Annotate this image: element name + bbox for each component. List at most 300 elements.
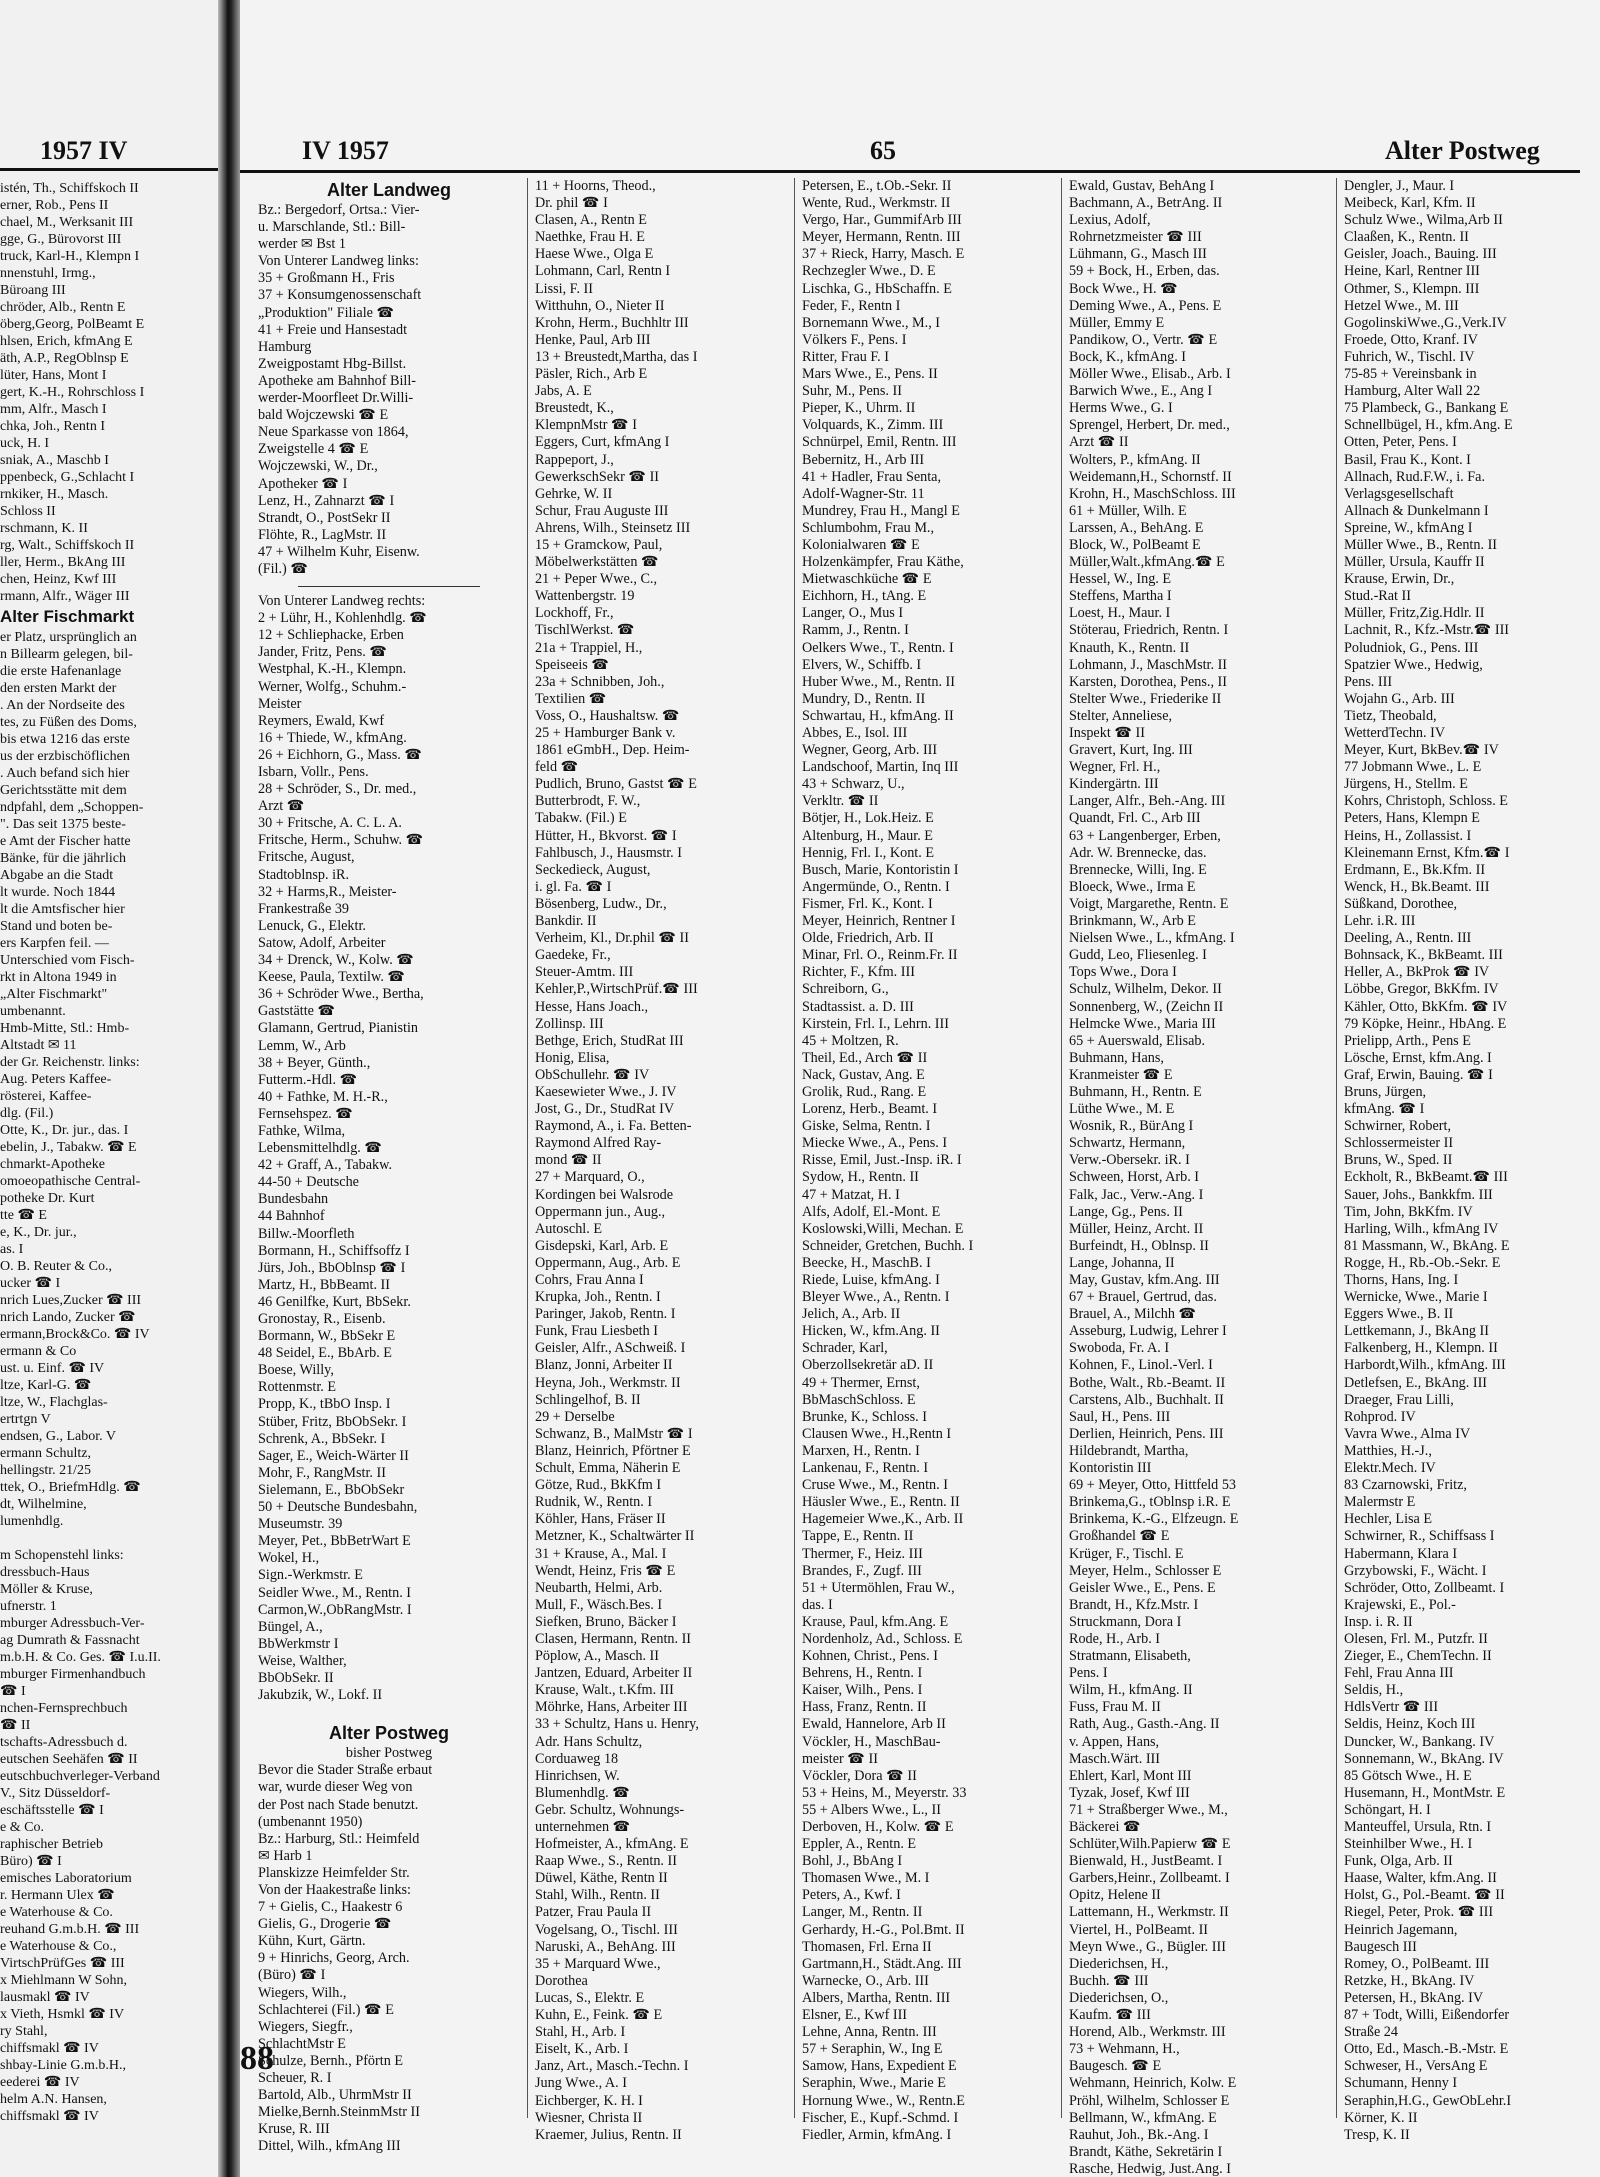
directory-entry: Otte, K., Dr. jur., das. I	[0, 1123, 129, 1138]
directory-entry: Bösenberg, Ludw., Dr.,	[535, 895, 667, 912]
directory-entry: Lischka, G., HbSchaffn. E	[802, 280, 952, 297]
directory-entry: Eiselt, K., Arb. I	[535, 2041, 629, 2058]
directory-entry: Dengler, J., Maur. I	[1344, 178, 1455, 194]
directory-entry: Von der Haakestraße links:	[258, 1882, 411, 1898]
directory-entry: Hetzel Wwe., M. III	[1344, 297, 1459, 314]
directory-entry: Jürgens, H., Stellm. E	[1344, 776, 1468, 793]
directory-entry: Tappe, E., Rentn. II	[802, 1528, 914, 1545]
directory-entry: Wenck, H., Bk.Beamt. III	[1344, 878, 1490, 895]
directory-entry: Lucas, S., Elektr. E	[535, 1989, 645, 2006]
directory-entry: Fritsche, Herm., Schuhw. ☎	[258, 832, 424, 849]
directory-entry: Stöterau, Friedrich, Rentn. I	[1069, 622, 1229, 639]
directory-entry: m.b.H. & Co. Ges. ☎ I.u.II.	[0, 1650, 161, 1665]
directory-entry: e & Co.	[0, 1820, 44, 1835]
directory-entry: Zieger, E., ChemTechn. II	[1344, 1648, 1492, 1665]
directory-entry: Verlagsgesellschaft	[1344, 485, 1454, 502]
directory-entry: 73 + Wehmann, H.,	[1069, 2041, 1180, 2058]
directory-entry: Ramm, J., Rentn. I	[802, 622, 909, 639]
directory-entry: Fuhrich, W., Tischl. IV	[1344, 348, 1475, 365]
directory-entry: Stand und boten be-	[0, 919, 113, 934]
directory-entry: Alfs, Adolf, El.-Mont. E	[802, 1203, 941, 1220]
directory-entry: Swoboda, Fr. A. I	[1069, 1340, 1170, 1357]
directory-entry: Schur, Frau Auguste III	[535, 502, 669, 519]
directory-entry: ppenbeck, G.,Schlacht I	[0, 470, 135, 485]
directory-entry: uck, H. I	[0, 436, 49, 451]
directory-entry: 77 Jobmann Wwe., L. E	[1344, 759, 1482, 776]
directory-entry: Blanz, Heinrich, Pförtner E	[535, 1442, 691, 1459]
directory-entry: Pröhl, Wilhelm, Schlosser E	[1069, 2092, 1230, 2109]
directory-entry: Körner, K. II	[1344, 2109, 1418, 2126]
directory-entry: 21 + Peper Wwe., C.,	[535, 571, 658, 588]
directory-entry: nrich Lando, Zucker ☎	[0, 1310, 136, 1325]
directory-entry: bald Wojczewski ☎ E	[258, 407, 389, 424]
directory-entry: Krause, Walt., t.Kfm. III	[535, 1682, 674, 1699]
directory-entry: 1861 eGmbH., Dep. Heim-	[535, 742, 690, 759]
directory-entry: Müller Wwe., B., Rentn. II	[1344, 536, 1498, 553]
directory-entry: Möller Wwe., Elisab., Arb. I	[1069, 366, 1231, 383]
directory-entry: Hagemeier Wwe.,K., Arb. II	[802, 1511, 964, 1528]
directory-entry: Bormann, H., Schiffsoffz I	[258, 1242, 410, 1259]
directory-entry: Lohmann, J., MaschMstr. II	[1069, 656, 1228, 673]
directory-entry: Rogge, H., Rb.-Ob.-Sekr. E	[1344, 1254, 1501, 1271]
directory-entry: Bleyer Wwe., A., Rentn. I	[802, 1289, 950, 1306]
directory-entry: 33 + Schultz, Hans u. Henry,	[535, 1716, 699, 1733]
directory-entry: Albers, Martha, Rentn. III	[802, 1989, 951, 2006]
directory-entry: Larssen, A., BehAng. E	[1069, 519, 1204, 536]
directory-entry: Krause, Erwin, Dr.,	[1344, 571, 1455, 588]
directory-entry: Peters, A., Kwf. I	[802, 1887, 901, 1904]
directory-entry: endsen, G., Labor. V	[0, 1429, 116, 1444]
directory-entry: Falk, Jac., Verw.-Ang. I	[1069, 1186, 1204, 1203]
column-5	[1344, 178, 1584, 2144]
directory-entry: ☎ I	[0, 1684, 26, 1699]
directory-entry: Petersen, E., t.Ob.-Sekr. II	[802, 178, 952, 194]
directory-entry: Völkers F., Pens. I	[802, 331, 907, 348]
directory-entry: Bäckerei ☎	[1069, 1819, 1141, 1835]
directory-entry: Heyna, Joh., Werkmstr. II	[535, 1374, 681, 1391]
directory-entry: ndpfahl, dem „Schoppen-	[0, 800, 144, 815]
directory-entry: e Amt der Fischer hatte	[0, 834, 131, 849]
directory-entry: Claaßen, K., Rentn. II	[1344, 229, 1469, 246]
directory-entry: Lorenz, Herb., Beamt. I	[802, 1101, 938, 1118]
directory-entry: das. I	[802, 1596, 833, 1613]
directory-entry: Sielemann, E., BbObSekr	[258, 1481, 405, 1498]
directory-entry: Kordingen bei Walsrode	[535, 1186, 674, 1203]
directory-entry: 40 + Fathke, M. H.-R.,	[258, 1088, 388, 1105]
directory-entry: Mohr, F., RangMstr. II	[258, 1464, 386, 1481]
directory-entry: truck, Karl-H., Klempn I	[0, 249, 140, 264]
directory-entry: Weidemann,H., Schornstf. II	[1069, 468, 1232, 485]
directory-entry: Jander, Fritz, Pens. ☎	[258, 644, 388, 661]
directory-entry: Mundrey, Frau H., Mangl E	[802, 502, 960, 519]
directory-entry: Krohn, Herm., Buchhltr III	[535, 314, 689, 331]
directory-entry: Vogelsang, O., Tischl. III	[535, 1921, 678, 1938]
directory-entry: Unterschied vom Fisch-	[0, 953, 135, 968]
directory-entry: Gaedeke, Fr.,	[535, 947, 611, 964]
directory-entry: 31 + Krause, A., Mal. I	[535, 1545, 667, 1562]
directory-entry: dressbuch-Haus	[0, 1565, 90, 1580]
directory-entry: Schweser, H., VersAng E	[1344, 2058, 1488, 2075]
directory-entry: Holst, G., Pol.-Beamt. ☎ II	[1344, 1887, 1505, 1904]
directory-entry: Hessel, W., Ing. E	[1069, 571, 1172, 588]
directory-entry: Stadtassist. a. D. III	[802, 998, 914, 1015]
directory-entry: werder-Moorfleet Dr.Willi-	[258, 390, 414, 407]
directory-entry: Raymond, A., i. Fa. Betten-	[535, 1118, 692, 1135]
directory-entry: Rohrnetzmeister ☎ III	[1069, 229, 1202, 246]
directory-entry: 12 + Schliephacke, Erben	[258, 627, 404, 644]
directory-entry: Nielsen Wwe., L., kfmAng. I	[1069, 930, 1235, 947]
directory-entry: nchen-Fernsprechbuch	[0, 1701, 128, 1716]
directory-entry: Meyer, Kurt, BkBev.☎ IV	[1344, 742, 1499, 759]
directory-entry: ufnerstr. 1	[0, 1599, 57, 1614]
directory-entry: Bebernitz, H., Arb III	[802, 451, 925, 468]
directory-entry: 50 + Deutsche Bundesbahn,	[258, 1499, 418, 1516]
column-1	[258, 178, 520, 2156]
directory-entry: Schwartz, Hermann,	[1069, 1135, 1186, 1152]
directory-entry: rkt in Altona 1949 in	[0, 970, 117, 985]
directory-entry: Riegel, Peter, Prok. ☎ III	[1344, 1904, 1494, 1921]
directory-entry: Lemm, W., Arb	[258, 1037, 346, 1054]
directory-entry: Werner, Wolfg., Schuhm.-	[258, 678, 407, 695]
directory-entry: Lockhoff, Fr.,	[535, 605, 614, 622]
directory-entry: Wiegers, Siegfr.,	[258, 2018, 353, 2035]
page-number: 65	[870, 136, 896, 165]
directory-entry: Hamburg	[258, 338, 312, 355]
directory-entry: Sprengel, Herbert, Dr. med.,	[1069, 417, 1230, 434]
directory-entry: Bz.: Bergedorf, Ortsa.: Vier-	[258, 202, 420, 218]
directory-entry: . Auch befand sich hier	[0, 766, 130, 781]
directory-entry: Sauer, Johs., Bankkfm. III	[1344, 1186, 1493, 1203]
directory-entry: Aug. Peters Kaffee-	[0, 1072, 112, 1087]
directory-entry: Vöckler, H., MaschBau-	[802, 1733, 941, 1750]
directory-entry: mburger Firmenhandbuch	[0, 1667, 146, 1682]
directory-entry: Stud.-Rat II	[1344, 588, 1411, 605]
directory-entry: as. I	[0, 1242, 24, 1257]
directory-entry: sniak, A., Maschb I	[0, 453, 109, 468]
directory-entry: Verkltr. ☎ II	[802, 793, 879, 810]
directory-entry: Adr. W. Brennecke, das.	[1069, 844, 1207, 861]
directory-entry: Wiegers, Wilh.,	[258, 1984, 347, 2001]
directory-entry: lt wurde. Noch 1844	[0, 885, 116, 900]
directory-entry: istén, Th., Schiffskoch II	[0, 181, 139, 196]
directory-entry: chiffsmakl ☎ IV	[0, 2041, 99, 2056]
directory-entry: 85 Götsch Wwe., H. E	[1344, 1767, 1472, 1784]
directory-entry: rg, Walt., Schiffskoch II	[0, 538, 135, 553]
directory-entry: Wente, Rud., Werkmstr. II	[802, 195, 951, 212]
directory-entry: tschafts-Adressbuch d.	[0, 1735, 128, 1750]
directory-entry: 53 + Heins, M., Meyerstr. 33	[802, 1784, 967, 1801]
directory-entry: Jakubzik, W., Lokf. II	[258, 1687, 383, 1704]
directory-entry: Rode, H., Arb. I	[1069, 1630, 1161, 1647]
directory-entry: Sign.-Werkmstr. E	[258, 1567, 363, 1584]
directory-entry: Diederichsen, O.,	[1069, 1989, 1169, 2006]
directory-entry: Pandikow, O., Vertr. ☎ E	[1069, 331, 1218, 348]
directory-entry: Viertel, H., PolBeamt. II	[1069, 1921, 1209, 1938]
directory-entry: Glamann, Gertrud, Pianistin	[258, 1020, 418, 1037]
directory-entry: dlg. (Fil.)	[0, 1106, 54, 1121]
directory-entry: Bartold, Alb., UhrmMstr II	[258, 2087, 412, 2104]
directory-entry: Eckholt, R., BkBeamt.☎ III	[1344, 1169, 1508, 1186]
directory-entry: Theil, Ed., Arch ☎ II	[802, 1049, 928, 1066]
directory-entry: Gudd, Leo, Fliesenleg. I	[1069, 947, 1207, 964]
directory-entry: Janz, Art., Masch.-Techn. I	[535, 2058, 689, 2075]
directory-entry: Bloeck, Wwe., Irma E	[1069, 878, 1196, 895]
directory-entry: Krüger, F., Tischl. E	[1069, 1545, 1184, 1562]
directory-entry: Kuhn, E., Feink. ☎ E	[535, 2007, 663, 2024]
directory-entry: Fismer, Frl. K., Kont. I	[802, 895, 933, 912]
directory-entry: Schlingelhof, B. II	[535, 1391, 641, 1408]
directory-entry: Thermer, F., Heiz. III	[802, 1545, 923, 1562]
directory-entry: die erste Hafenanlage	[0, 664, 122, 679]
directory-entry: Rottenmstr. E	[258, 1379, 337, 1396]
directory-entry: ". Das seit 1375 beste-	[0, 817, 126, 832]
directory-entry: Saul, H., Pens. III	[1069, 1408, 1171, 1425]
directory-entry: Altstadt ✉ 11	[0, 1038, 77, 1053]
directory-entry: Kindergärtn. III	[1069, 776, 1159, 793]
column-divider	[1061, 178, 1062, 2118]
directory-entry: Wattenbergstr. 19	[535, 588, 635, 605]
directory-entry: Kähler, Otto, BkKfm. ☎ IV	[1344, 998, 1508, 1015]
directory-entry: Von Unterer Landweg rechts:	[258, 593, 426, 610]
directory-entry: Schröder, Otto, Zollbeamt. I	[1344, 1579, 1505, 1596]
directory-entry: Ehlert, Karl, Mont III	[1069, 1767, 1192, 1784]
directory-entry: Seraphin, Wwe., Marie E	[802, 2075, 946, 2092]
directory-entry: Habermann, Klara I	[1344, 1545, 1458, 1562]
directory-entry: Westphal, K.-H., Klempn.	[258, 661, 407, 678]
directory-entry: Wehmann, Heinrich, Kolw. E	[1069, 2075, 1237, 2092]
directory-entry: Möhrke, Hans, Arbeiter III	[535, 1699, 688, 1716]
directory-entry: Schlossermeister II	[1344, 1135, 1454, 1152]
directory-entry: Tim, John, BkKfm. IV	[1344, 1203, 1473, 1220]
directory-entry: reuhand G.m.b.H. ☎ III	[0, 1922, 140, 1937]
directory-entry: Raap Wwe., S., Rentn. II	[535, 1853, 677, 1870]
directory-entry: Kranmeister ☎ E	[1069, 1066, 1173, 1083]
directory-entry: Voss, O., Haushaltsw. ☎	[535, 707, 680, 724]
directory-entry: Museumstr. 39	[258, 1516, 343, 1533]
directory-entry: HdlsVertr ☎ III	[1344, 1699, 1439, 1716]
directory-entry: Busch, Marie, Kontoristin I	[802, 861, 959, 878]
directory-entry: Mars Wwe., E., Pens. II	[802, 366, 938, 383]
directory-entry: Bruns, Jürgen,	[1344, 1083, 1427, 1100]
directory-entry: Müller, Emmy E	[1069, 314, 1165, 331]
directory-entry: 26 + Eichhorn, G., Mass. ☎	[258, 746, 422, 763]
directory-entry: Schrader, Karl,	[802, 1340, 888, 1357]
directory-entry: Wegner, Georg, Arb. III	[802, 742, 938, 759]
directory-entry: Brandt, Käthe, Sekretärin I	[1069, 2143, 1223, 2160]
directory-entry: Helmcke Wwe., Maria III	[1069, 1015, 1216, 1032]
directory-entry: BbWerkmstr I	[258, 1635, 339, 1652]
directory-entry: 37 + Rieck, Harry, Masch. E	[802, 246, 965, 263]
directory-entry: Schneider, Gretchen, Buchh. I	[802, 1237, 974, 1254]
directory-entry: omoeopathische Central-	[0, 1174, 141, 1189]
directory-entry: Lange, Johanna, II	[1069, 1254, 1175, 1271]
directory-entry: Köhler, Hans, Fräser II	[535, 1511, 666, 1528]
directory-entry: Meyer, Heinrich, Rentner I	[802, 913, 956, 930]
directory-entry: 32 + Harms,R., Meister-	[258, 883, 397, 900]
directory-entry: 46 Genilfke, Kurt, BbSekr.	[258, 1293, 411, 1310]
directory-entry: Witthuhn, O., Nieter II	[535, 297, 665, 314]
directory-entry: Lühmann, G., Masch III	[1069, 246, 1207, 263]
directory-entry: Meyer, Hermann, Rentn. III	[802, 229, 961, 246]
street-subheading: bisher Postweg	[345, 1745, 433, 1762]
directory-entry: 81 Massmann, W., BkAng. E	[1344, 1237, 1510, 1254]
directory-entry: unternehmen ☎	[535, 1819, 631, 1835]
directory-entry: Schreiborn, G.,	[802, 981, 889, 998]
directory-entry: Kruse, R. III	[258, 2121, 330, 2138]
directory-entry: Abbes, E., Isol. III	[802, 725, 908, 741]
directory-entry: 35 + Großmann H., Fris	[258, 270, 395, 287]
directory-entry: Apotheker ☎ I	[258, 475, 348, 492]
directory-entry: Meister	[258, 695, 302, 712]
directory-entry: Gronostay, R., Eisenb.	[258, 1311, 386, 1327]
directory-entry: Schloss II	[0, 504, 56, 519]
directory-entry: Richter, F., Kfm. III	[802, 964, 915, 981]
directory-entry: Päsler, Rich., Arb E	[535, 366, 648, 383]
directory-entry: Löbbe, Gregor, BkKfm. IV	[1344, 981, 1499, 998]
directory-entry: Karsten, Dorothea, Pens., II	[1069, 673, 1227, 690]
directory-entry: v. Appen, Hans,	[1069, 1733, 1160, 1750]
directory-entry: Müller, Fritz,Zig.Hdlr. II	[1344, 605, 1485, 622]
directory-entry: Heller, A., BkProk ☎ IV	[1344, 964, 1490, 981]
directory-entry: Wendt, Heinz, Fris ☎ E	[535, 1562, 676, 1579]
directory-entry: Seidler Wwe., M., Rentn. I	[258, 1584, 412, 1601]
directory-entry: „Produktion" Filiale ☎	[258, 304, 395, 321]
directory-entry: Seckedieck, August,	[535, 861, 651, 878]
directory-entry: Marxen, H., Rentn. I	[802, 1442, 920, 1459]
directory-entry: ebelin, J., Tabakw. ☎ E	[0, 1140, 137, 1155]
directory-entry: 44 Bahnhof	[258, 1208, 325, 1225]
directory-entry: Lösche, Ernst, kfm.Ang. I	[1344, 1049, 1492, 1066]
directory-entry: 7 + Gielis, C., Haakestr 6	[258, 1899, 403, 1916]
directory-entry	[0, 1530, 218, 1547]
directory-entry: Büroang III	[0, 283, 66, 298]
directory-entry: 16 + Thiede, W., kfmAng.	[258, 729, 407, 746]
directory-entry: Pieper, K., Uhrm. II	[802, 400, 916, 417]
directory-entry: Schöngart, H. I	[1344, 1801, 1431, 1818]
directory-entry: Büro) ☎ I	[0, 1854, 62, 1869]
directory-entry: Hamburg, Alter Wall 22	[1344, 383, 1481, 400]
directory-entry: 69 + Meyer, Otto, Hittfeld 53	[1069, 1477, 1237, 1494]
directory-entry: Strandt, O., PostSekr II	[258, 509, 391, 526]
directory-entry: 61 + Müller, Wilh. E	[1069, 502, 1187, 519]
directory-entry: Fiedler, Armin, kfmAng. I	[802, 2126, 952, 2143]
directory-entry: „Alter Fischmarkt"	[0, 987, 108, 1002]
directory-entry: Behrens, H., Rentn. I	[802, 1665, 923, 1682]
directory-entry: Sonnemann, W., BkAng. IV	[1344, 1750, 1504, 1767]
directory-entry: chka, Joh., Rentn I	[0, 419, 105, 434]
directory-entry: 65 + Auerswald, Elisab.	[1069, 1032, 1206, 1049]
directory-entry: Fischer, E., Kupf.-Schmd. I	[802, 2109, 959, 2126]
directory-entry: Derlien, Heinrich, Pens. III	[1069, 1425, 1224, 1442]
directory-entry: x Vieth, Hsmkl ☎ IV	[0, 2007, 125, 2022]
directory-entry: 79 Köpke, Heinr., HbAng. E	[1344, 1015, 1507, 1032]
directory-entry: Dorothea	[535, 1972, 588, 1989]
directory-entry: 21a + Trappiel, H.,	[535, 639, 643, 656]
directory-entry: Siefken, Bruno, Bäcker I	[535, 1613, 677, 1630]
directory-entry: meister ☎ II	[802, 1750, 878, 1767]
directory-entry: Meibeck, Karl, Kfm. II	[1344, 195, 1476, 212]
directory-entry: Hütter, H., Bkvorst. ☎ I	[535, 827, 677, 844]
directory-entry: Allnach, Rud.F.W., i. Fa.	[1344, 468, 1485, 485]
directory-entry: Heins, H., Zollassist. I	[1344, 827, 1472, 844]
directory-entry: Propp, K., tBbO Insp. I	[258, 1396, 391, 1413]
directory-entry: Gielis, G., Drogerie ☎	[258, 1916, 392, 1933]
directory-entry: Jabs, A. E	[535, 383, 592, 400]
directory-entry: Lachnit, R., Kfz.-Mstr.☎ III	[1344, 622, 1510, 639]
directory-entry: 37 + Konsumgenossenschaft	[258, 287, 422, 304]
directory-entry: TischlWerkst. ☎	[535, 622, 635, 639]
directory-entry: Fathke, Wilma,	[258, 1122, 346, 1139]
directory-entry: Matthies, H.-J.,	[1344, 1442, 1432, 1459]
directory-entry: Kohnen, F., Linol.-Verl. I	[1069, 1357, 1213, 1374]
directory-entry: 63 + Langenberger, Erben,	[1069, 827, 1221, 844]
directory-entry: Stahl, Wilh., Rentn. II	[535, 1887, 660, 1904]
directory-entry: Huber Wwe., M., Rentn. II	[802, 673, 956, 690]
directory-entry: Wegner, Frl. H.,	[1069, 759, 1161, 776]
directory-entry: Falkenberg, H., Klempn. II	[1344, 1340, 1498, 1357]
directory-entry: ltze, Karl-G. ☎	[0, 1378, 92, 1393]
directory-entry: den ersten Markt der	[0, 681, 117, 696]
directory-entry: 44-50 + Deutsche	[258, 1174, 359, 1191]
directory-entry: Tyzak, Josef, Kwf III	[1069, 1784, 1190, 1801]
directory-entry: Feder, F., Rentn I	[802, 297, 901, 314]
directory-entry: Planskizze Heimfelder Str.	[258, 1864, 410, 1881]
directory-entry: Hmb-Mitte, Stl.: Hmb-	[0, 1021, 130, 1036]
directory-entry: Rudnik, W., Rentn. I	[535, 1494, 653, 1511]
directory-entry: äth, A.P., RegOblnsp E	[0, 351, 129, 366]
directory-entry: rösterei, Kaffee-	[0, 1089, 92, 1104]
directory-entry: Horend, Alb., Werkmstr. III	[1069, 2024, 1226, 2041]
directory-entry: eutschen Seehäfen ☎ II	[0, 1752, 138, 1767]
directory-entry: 35 + Marquard Wwe.,	[535, 1955, 661, 1972]
directory-entry: m Schopenstehl links:	[0, 1548, 124, 1563]
directory-entry: Wokel, H.,	[258, 1550, 320, 1567]
directory-entry: Lenuck, G., Elektr.	[258, 917, 366, 934]
directory-entry: Fuss, Frau M. II	[1069, 1699, 1161, 1716]
directory-entry: Gerhardy, H.-G., Pol.Bmt. II	[802, 1921, 965, 1938]
directory-entry: Ritter, Frau F. I	[802, 348, 889, 365]
directory-entry: Geisler Wwe., E., Pens. E	[1069, 1579, 1216, 1596]
directory-entry: Brandes, F., Zugf. III	[802, 1562, 922, 1579]
directory-entry: (Büro) ☎ I	[258, 1967, 326, 1984]
directory-entry: gge, G., Bürovorst III	[0, 232, 122, 247]
directory-entry: Rechzegler Wwe., D. E	[802, 263, 936, 280]
directory-entry: Gehrke, W. II	[535, 485, 613, 502]
directory-entry: Götze, Rud., BkKfm I	[535, 1477, 662, 1494]
directory-entry: Krause, Paul, kfm.Ang. E	[802, 1613, 949, 1630]
directory-entry: Dr. phil ☎ I	[535, 195, 608, 212]
directory-entry: Sydow, H., Rentn. II	[802, 1169, 919, 1186]
directory-entry: Thorns, Hans, Ing. I	[1344, 1272, 1459, 1288]
directory-entry: Struckmann, Dora I	[1069, 1613, 1182, 1630]
directory-entry: Bohl, J., BbAng I	[802, 1853, 903, 1870]
directory-entry: öberg,Georg, PolBeamt E	[0, 317, 145, 332]
directory-entry: Bock, K., kfmAng. I	[1069, 348, 1187, 365]
directory-entry: Minar, Frl. O., Reinm.Fr. II	[802, 947, 958, 964]
directory-entry: Bock Wwe., H. ☎	[1069, 280, 1178, 297]
directory-entry: 13 + Breustedt,Martha, das I	[535, 348, 698, 365]
directory-entry: Patzer, Frau Paula II	[535, 1904, 652, 1921]
directory-entry: Othmer, S., Klempn. III	[1344, 280, 1480, 297]
directory-entry: Gisdepski, Karl, Arb. E	[535, 1237, 669, 1254]
directory-entry: Wernicke, Wwe., Marie I	[1344, 1289, 1488, 1306]
directory-entry: i. gl. Fa. ☎ I	[535, 878, 612, 895]
directory-entry: Otto, Ed., Masch.-B.-Mstr. E	[1344, 2041, 1509, 2058]
directory-entry: Seldis, H.,	[1344, 1682, 1404, 1699]
directory-entry: Warnecke, O., Arb. III	[802, 1972, 929, 1989]
directory-entry: lt die Amtsfischer hier	[0, 902, 125, 917]
directory-entry: Schwanz, B., MalMstr ☎ I	[535, 1425, 693, 1442]
